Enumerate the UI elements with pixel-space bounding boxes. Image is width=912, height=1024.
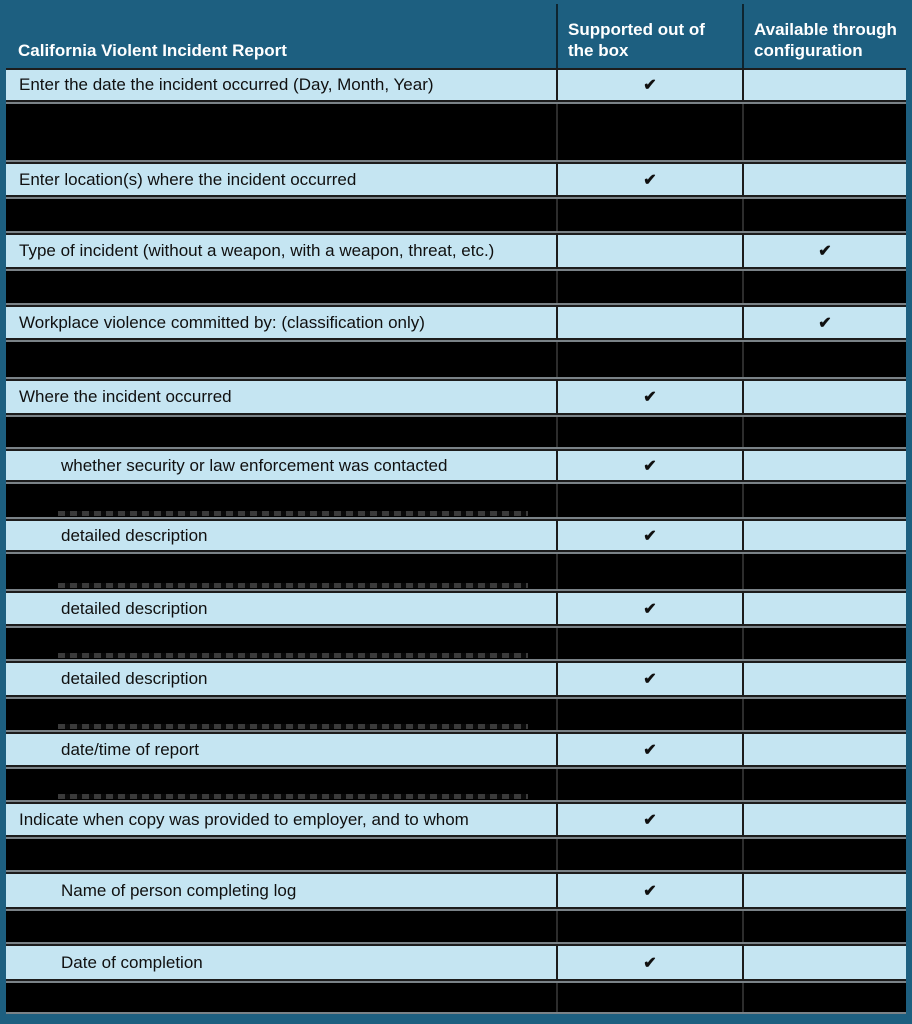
redacted-row <box>6 981 906 1014</box>
check-cell-oob <box>556 235 742 267</box>
table-row <box>6 68 906 102</box>
redacted-cell <box>6 699 556 730</box>
redacted-cell <box>6 628 556 659</box>
check-cell-config <box>742 804 906 835</box>
checkmark-icon: ✔ <box>556 593 742 624</box>
redacted-cell <box>556 769 742 800</box>
redaction-ghost-text <box>58 511 528 516</box>
redacted-cell <box>742 839 906 870</box>
table-row <box>6 661 906 697</box>
table-row <box>6 449 906 482</box>
redacted-row <box>6 767 906 802</box>
redacted-row <box>6 626 906 661</box>
checkmark-icon: ✔ <box>556 734 742 765</box>
redacted-cell <box>742 628 906 659</box>
redacted-cell <box>556 342 742 377</box>
redacted-cell <box>6 417 556 447</box>
redacted-cell <box>6 484 556 517</box>
redacted-cell <box>556 983 742 1012</box>
checkmark-icon: ✔ <box>742 235 906 267</box>
redacted-cell <box>742 699 906 730</box>
redacted-cell <box>742 911 906 942</box>
row-label: Indicate when copy was provided to employer, and to whom <box>19 809 469 829</box>
table-row <box>6 944 906 981</box>
row-label: Enter the date the incident occurred (Day, Month, Year) <box>19 75 434 94</box>
check-cell-config <box>742 381 906 413</box>
check-cell-config <box>742 663 906 695</box>
checkmark-icon: ✔ <box>556 946 742 979</box>
redacted-row <box>6 909 906 944</box>
row-label: detailed description <box>61 525 208 545</box>
redacted-cell <box>556 104 742 160</box>
redacted-cell <box>556 911 742 942</box>
check-cell-config <box>742 164 906 195</box>
checkmark-icon: ✔ <box>556 451 742 480</box>
row-label: whether security or law enforcement was contacted <box>61 455 448 475</box>
redaction-ghost-text <box>58 794 528 799</box>
header-col-report-title: California Violent Incident Report <box>18 40 287 60</box>
redacted-row <box>6 482 906 519</box>
redacted-cell <box>556 839 742 870</box>
redacted-cell <box>742 342 906 377</box>
redacted-cell <box>742 484 906 517</box>
checkmark-icon: ✔ <box>742 307 906 338</box>
row-label: Workplace violence committed by: (classification only) <box>19 312 425 332</box>
redaction-ghost-text <box>58 724 528 729</box>
check-cell-config <box>742 521 906 550</box>
redacted-cell <box>6 342 556 377</box>
redacted-row <box>6 197 906 233</box>
redacted-cell <box>556 271 742 303</box>
check-cell-oob <box>556 307 742 338</box>
table-header-row <box>6 4 906 68</box>
check-cell-config <box>742 70 906 100</box>
table-row <box>6 872 906 909</box>
check-cell-config <box>742 734 906 765</box>
table-body <box>6 68 906 1014</box>
check-cell-config <box>742 874 906 907</box>
redacted-cell <box>6 271 556 303</box>
redaction-ghost-text <box>58 653 528 658</box>
redacted-cell <box>6 983 556 1012</box>
row-label: Where the incident occurred <box>19 387 232 406</box>
redacted-cell <box>742 271 906 303</box>
row-label: date/time of report <box>61 739 199 759</box>
redacted-row <box>6 340 906 379</box>
redacted-cell <box>6 554 556 589</box>
redacted-cell <box>556 417 742 447</box>
redacted-cell <box>556 554 742 589</box>
checkmark-icon: ✔ <box>556 164 742 195</box>
table-row <box>6 591 906 626</box>
checkmark-icon: ✔ <box>556 70 742 100</box>
checkmark-icon: ✔ <box>556 874 742 907</box>
redacted-row <box>6 837 906 872</box>
check-cell-config <box>742 593 906 624</box>
redacted-cell <box>556 628 742 659</box>
redacted-row <box>6 415 906 449</box>
check-cell-config <box>742 946 906 979</box>
checkmark-icon: ✔ <box>556 521 742 550</box>
table-row <box>6 233 906 269</box>
redacted-cell <box>6 104 556 160</box>
redacted-cell <box>742 417 906 447</box>
table-row <box>6 305 906 340</box>
redacted-cell <box>556 484 742 517</box>
row-label: detailed description <box>61 598 208 618</box>
row-label: Enter location(s) where the incident occurred <box>19 169 357 189</box>
redacted-cell <box>742 769 906 800</box>
redacted-row <box>6 697 906 732</box>
checkmark-icon: ✔ <box>556 804 742 835</box>
row-label: Type of incident (without a weapon, with a weapon, threat, etc.) <box>19 241 495 260</box>
redacted-cell <box>742 104 906 160</box>
row-label: Name of person completing log <box>61 880 297 900</box>
redacted-cell <box>6 839 556 870</box>
redacted-cell <box>6 769 556 800</box>
table-row <box>6 379 906 415</box>
redaction-ghost-text <box>58 583 528 588</box>
redacted-cell <box>556 199 742 231</box>
check-cell-config <box>742 451 906 480</box>
table-row <box>6 802 906 837</box>
table-row <box>6 519 906 552</box>
redacted-cell <box>742 199 906 231</box>
row-label: Date of completion <box>61 952 203 972</box>
checkmark-icon: ✔ <box>556 663 742 695</box>
redacted-row <box>6 102 906 162</box>
redacted-cell <box>556 699 742 730</box>
redacted-row <box>6 269 906 305</box>
redacted-cell <box>742 554 906 589</box>
header-col-available-through-configuration: Available through configuration <box>742 4 906 68</box>
redacted-row <box>6 552 906 591</box>
checkmark-icon: ✔ <box>556 381 742 413</box>
table-row <box>6 732 906 767</box>
row-label: detailed description <box>61 669 208 688</box>
redacted-cell <box>742 983 906 1012</box>
table-row <box>6 162 906 197</box>
header-col-supported-out-of-box: Supported out of the box <box>556 4 742 68</box>
redacted-cell <box>6 911 556 942</box>
redacted-cell <box>6 199 556 231</box>
